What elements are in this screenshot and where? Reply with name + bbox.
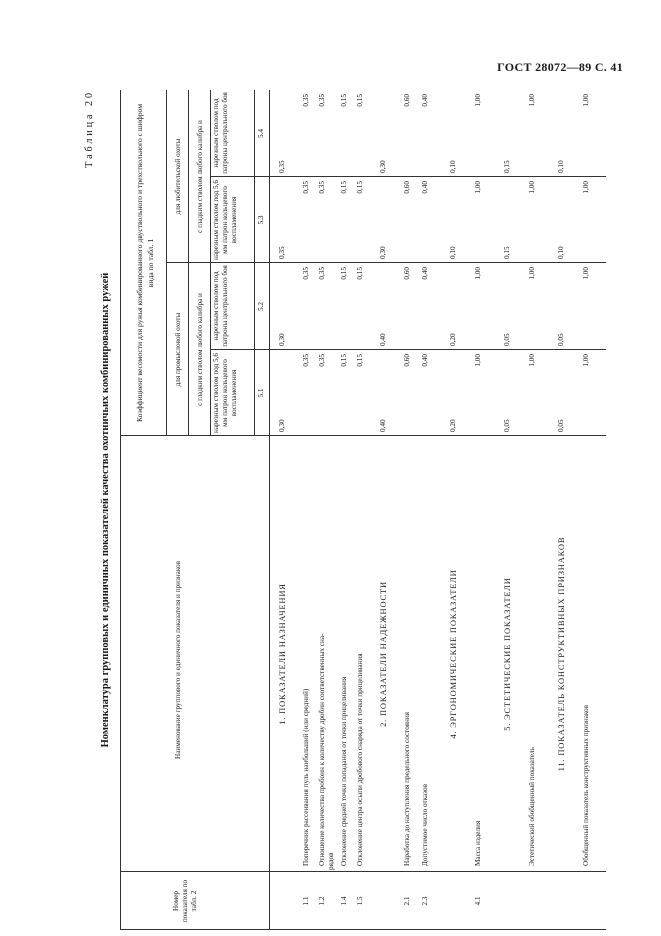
section-weight-cell: 0,40 — [379, 419, 387, 432]
indicator-name: Отклонение средней точки попадания от точки прицеливания — [340, 676, 348, 866]
indicator-weight-cell: 0,35 — [318, 94, 326, 107]
indicator-number: 4.1 — [474, 896, 482, 906]
indicator-number: 1.2 — [318, 896, 326, 906]
rule-codes — [254, 90, 255, 436]
indicator-name: Масса изделия — [474, 820, 482, 866]
header-coef: Коэффициент весомости для ружья комбинированного двуствольного и трехствольного с шифром вида по табл. 1 — [135, 104, 155, 423]
header-prom: для промысловой охоты — [174, 312, 182, 387]
section-weight-cell: 0,15 — [503, 160, 511, 173]
rule-header-bottom — [269, 90, 270, 930]
header-name: Наименование группового и единичного показателя и признаков — [174, 561, 182, 759]
indicator-weight-cell: 0,15 — [356, 354, 364, 367]
indicator-name: Наработка до наступления предельного состояния — [403, 712, 411, 866]
rotated-table-page — [78, 90, 638, 930]
indicator-weight-cell: 1,00 — [474, 267, 482, 280]
rule-name — [120, 435, 606, 436]
indicator-weight-cell: 0,60 — [403, 354, 411, 367]
section-heading: 5. ЭСТЕТИЧЕСКИЕ ПОКАЗАТЕЛИ — [502, 577, 512, 731]
indicator-weight-cell: 1,00 — [582, 354, 590, 367]
section-weight-cell: 0,15 — [503, 246, 511, 259]
table-label: Таблица 20 — [84, 90, 95, 168]
indicator-number: 1.1 — [302, 896, 310, 906]
indicator-weight-cell: 0,15 — [356, 181, 364, 194]
indicator-weight-cell: 0,40 — [421, 354, 429, 367]
indicator-weight-cell: 0,15 — [340, 267, 348, 280]
section-weight-cell: 0,10 — [557, 246, 565, 259]
rule-sub2 — [210, 176, 606, 177]
header-smooth-1: с гладким стволом любого калибра и — [196, 293, 204, 406]
section-weight-cell: 0,20 — [449, 419, 457, 432]
indicator-number: 2.1 — [403, 896, 411, 906]
indicator-name-continued: рядов — [327, 852, 335, 870]
indicator-weight-cell: 0,60 — [403, 267, 411, 280]
code-5-3: 5.3 — [257, 215, 265, 225]
header-rif56-2: нарезным стволом под 5,6 мм патрон кольцевого воспламенения — [212, 180, 238, 261]
indicator-name: Отношение количества пробоин к количеству дробин соответственных сна- — [318, 633, 326, 866]
section-weight-cell: 0,35 — [278, 246, 286, 259]
header-rifc-2: нарезным стволом под патроны центрального боя — [212, 92, 229, 174]
code-5-1: 5.1 — [257, 388, 265, 398]
indicator-weight-cell: 0,15 — [340, 181, 348, 194]
section-weight-cell: 0,30 — [278, 419, 286, 432]
indicator-weight-cell: 0,40 — [421, 94, 429, 107]
indicator-name: Отклонение центра осыпи дробового снаряда от точки прицеливания — [356, 653, 364, 866]
section-weight-cell: 0,10 — [557, 160, 565, 173]
indicator-weight-cell: 0,60 — [403, 94, 411, 107]
indicator-weight-cell: 1,00 — [474, 354, 482, 367]
section-weight-cell: 0,30 — [379, 246, 387, 259]
indicator-weight-cell: 0,15 — [356, 94, 364, 107]
indicator-weight-cell: 1,00 — [528, 354, 536, 367]
table-title: Номенклатура групповых и единичных показателей качества охотничьих комбинированных ружей — [100, 272, 111, 748]
indicator-weight-cell: 1,00 — [528, 267, 536, 280]
indicator-number: 2.3 — [421, 896, 429, 906]
section-heading: 2. ПОКАЗАТЕЛИ НАДЕЖНОСТИ — [378, 581, 388, 727]
section-weight-cell: 0,10 — [449, 246, 457, 259]
page-header: ГОСТ 28072—89 С. 41 — [497, 60, 623, 74]
indicator-weight-cell: 0,35 — [318, 354, 326, 367]
section-weight-cell: 0,20 — [449, 333, 457, 346]
rule-top — [120, 90, 121, 930]
indicator-weight-cell: 0,40 — [421, 181, 429, 194]
indicator-weight-cell: 1,00 — [582, 181, 590, 194]
indicator-weight-cell: 0,40 — [421, 267, 429, 280]
indicator-name: Обобщенный показатель конструктивных признаков — [582, 704, 590, 866]
code-5-4: 5.4 — [257, 129, 265, 138]
section-weight-cell: 0,30 — [379, 160, 387, 173]
indicator-weight-cell: 1,00 — [582, 94, 590, 107]
rule-group — [166, 262, 606, 263]
indicator-number: 1.4 — [340, 896, 348, 906]
indicator-weight-cell: 1,00 — [582, 267, 590, 280]
rule-type — [210, 90, 211, 436]
header-lub: для любительской охоты — [174, 138, 182, 215]
section-weight-cell: 0,05 — [557, 333, 565, 346]
rule-sub1 — [210, 349, 606, 350]
indicator-weight-cell: 0,35 — [302, 94, 310, 107]
rule-coef — [166, 90, 167, 436]
indicator-weight-cell: 0,15 — [340, 354, 348, 367]
header-smooth-2: с гладким стволом любого калибра и — [196, 120, 204, 233]
section-weight-cell: 0,30 — [278, 333, 286, 346]
section-heading: 11. ПОКАЗАТЕЛЬ КОНСТРУКТИВНЫХ ПРИЗНАКОВ — [556, 536, 566, 772]
indicator-name: Эстетический обобщенный показатель — [528, 747, 536, 866]
section-heading: 1. ПОКАЗАТЕЛИ НАЗНАЧЕНИЯ — [277, 583, 287, 725]
indicator-weight-cell: 0,35 — [318, 181, 326, 194]
header-number: Номер показателя по табл. 2 — [172, 879, 198, 923]
indicator-weight-cell: 1,00 — [528, 181, 536, 194]
indicator-name: Поперечник рассеивания пуль наибольший (или средний) — [302, 688, 310, 866]
indicator-number: 1.5 — [356, 896, 364, 906]
indicator-weight-cell: 1,00 — [474, 181, 482, 194]
section-heading: 4. ЭРГОНОМИЧЕСКИЕ ПОКАЗАТЕЛИ — [448, 569, 458, 739]
indicator-weight-cell: 0,15 — [356, 267, 364, 280]
section-weight-cell: 0,35 — [278, 160, 286, 173]
indicator-weight-cell: 1,00 — [474, 94, 482, 107]
indicator-weight-cell: 0,60 — [403, 181, 411, 194]
section-weight-cell: 0,05 — [503, 419, 511, 432]
indicator-name: Допустимое число отказов — [421, 784, 429, 866]
code-5-2: 5.2 — [257, 302, 265, 311]
indicator-weight-cell: 0,35 — [302, 354, 310, 367]
section-weight-cell: 0,10 — [449, 160, 457, 173]
indicator-weight-cell: 0,15 — [340, 94, 348, 107]
indicator-weight-cell: 1,00 — [528, 94, 536, 107]
section-weight-cell: 0,40 — [379, 333, 387, 346]
indicator-weight-cell: 0,35 — [302, 181, 310, 194]
section-weight-cell: 0,05 — [557, 419, 565, 432]
section-weight-cell: 0,05 — [503, 333, 511, 346]
indicator-weight-cell: 0,35 — [302, 267, 310, 280]
header-rifc-1: нарезным стволом под патроны центрального боя — [212, 265, 229, 347]
header-rif56-1: нарезным стволом под 5,6 мм патрон кольцевого воспламенения — [212, 353, 238, 434]
indicator-weight-cell: 0,35 — [318, 267, 326, 280]
rule-hunt — [188, 90, 189, 436]
